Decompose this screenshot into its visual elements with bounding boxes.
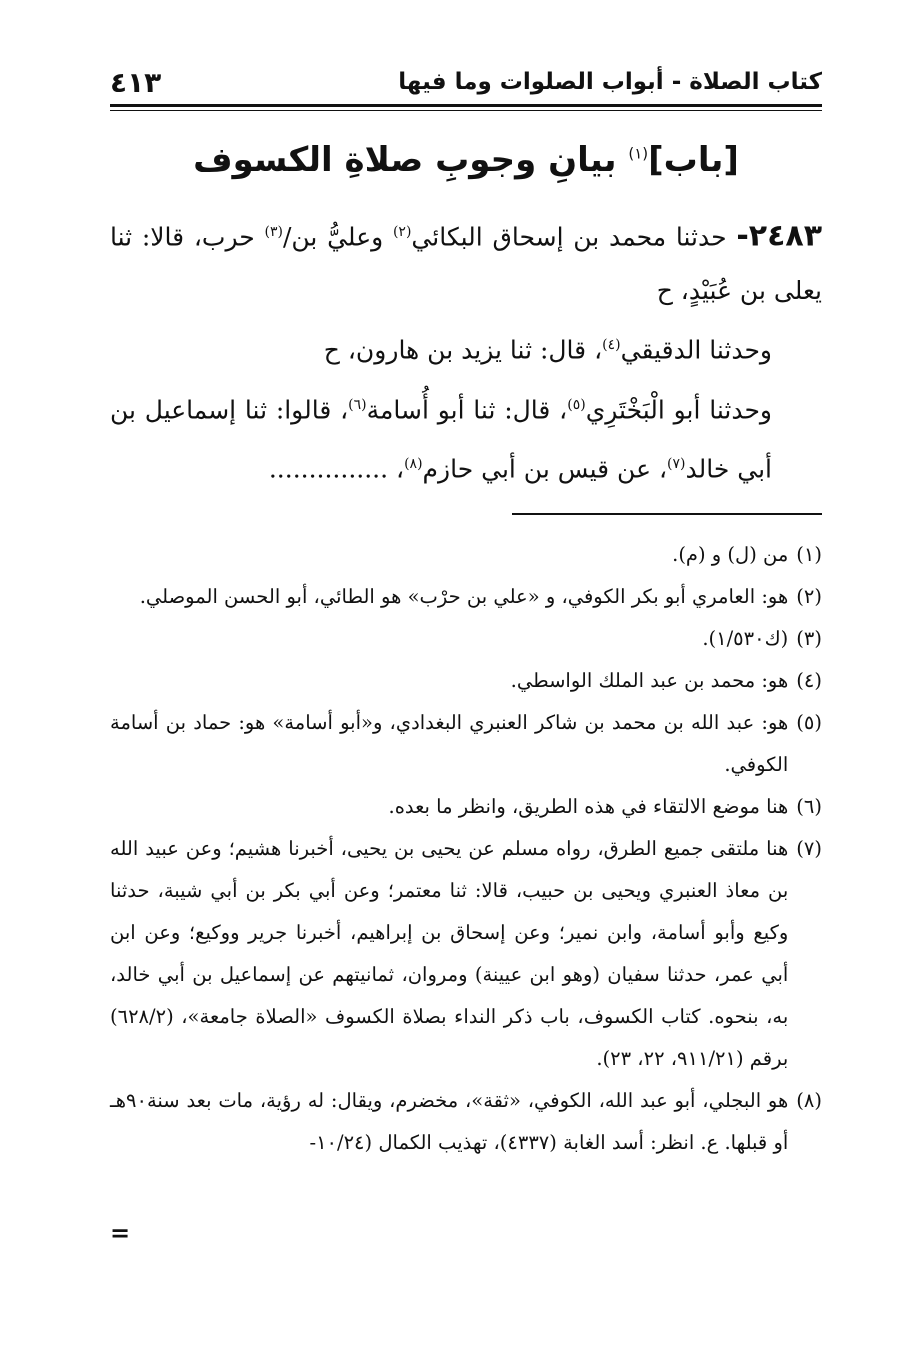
footnote-ref-5: (٥) xyxy=(567,396,586,413)
footnote-number: (٢) xyxy=(796,585,822,608)
footnote-text: هنا موضع الالتقاء في هذه الطريق، وانظر ما بعده. xyxy=(388,795,789,818)
chapter-footnote-ref: (١) xyxy=(628,144,649,163)
footnote xyxy=(110,618,822,660)
footnote-text: هو: محمد بن عبد الملك الواسطي. xyxy=(510,669,789,692)
footnote-ref-7: (٧) xyxy=(667,455,686,472)
footnote xyxy=(110,660,822,702)
hadith-text xyxy=(110,205,822,496)
footnote-number: (٣) xyxy=(796,627,822,650)
footnote-separator xyxy=(512,513,822,515)
footnote-text: هو: العامري أبو بكر الكوفي، و «علي بن حرْب» هو الطائي، أبو الحسن الموصلي. xyxy=(139,585,789,608)
footnote-number: (٤) xyxy=(796,669,822,692)
footnote-number: (٥) xyxy=(796,711,822,734)
hadith-paragraph-1 xyxy=(110,205,822,318)
hadith-number: ٢٤٨٣- xyxy=(736,218,823,254)
footnote-text: من (ل) و (م). xyxy=(672,543,789,566)
continuation-mark: = xyxy=(110,1218,131,1247)
footnote-ref-2: (٢) xyxy=(392,224,412,240)
footnote-ref-4: (٤) xyxy=(602,337,621,354)
chapter-subtitle: بيانِ وجوبِ صلاةِ الكسوف xyxy=(193,140,617,180)
page-number: ٤١٣ xyxy=(110,65,162,99)
text-segment: حدثنا محمد بن إسحاق البكائي xyxy=(411,222,727,252)
chapter-heading xyxy=(110,140,822,180)
footnote xyxy=(110,702,822,786)
header-rule-thick xyxy=(110,104,822,107)
footnote-text: هو البجلي، أبو عبد الله، الكوفي، «ثقة»، مخضرم، ويقال: له رؤية، مات بعد سنة٩٠هـ أو قبلها. ع. انظر: أسد الغابة (٤٣٣٧)، تهذيب الكمال (١٠/٢٤- xyxy=(110,1089,789,1154)
text-segment: ، عن قيس بن أبي حازم xyxy=(422,454,668,484)
header-rule-thin xyxy=(110,110,822,111)
footnote-ref-3: (٣) xyxy=(264,224,283,240)
footnote-ref-8: (٨) xyxy=(404,455,423,472)
footnote xyxy=(110,828,822,1080)
text-segment: ، ............... xyxy=(268,454,405,484)
footnote-number: (٨) xyxy=(796,1089,822,1112)
footnote-number: (٦) xyxy=(796,795,822,818)
running-title: كتاب الصلاة - أبواب الصلوات وما فيها xyxy=(398,69,822,95)
footnote-text: هنا ملتقى جميع الطرق، رواه مسلم عن يحيى بن يحيى، أخبرنا هشيم؛ وعن عبيد الله بن معاذ العنبري ويحيى بن حبيب، قالا: ثنا معتمر؛ وعن أبي بكر بن أبي شيبة، حدثنا وكيع وأبو أسامة، وابن نمير؛ وعن إسحاق بن إبراهيم، أخبرنا جرير ووكيع؛ وعن ابن أبي عمر، حدثنا سفيان (وهو ابن عيينة) ومروان، ثمانيتهم عن إسماعيل بن أبي خالد، به، بنحوه. كتاب الكسوف، باب ذكر النداء بصلاة الكسوف «الصلاة جامعة»، (٦٢٨/٢) برقم (٩١١/٢١، ٢٢، ٢٣). xyxy=(110,837,789,1070)
footnote xyxy=(110,576,822,618)
text-segment: حرب، قالا: ثنا يعلى بن عُبَيْدٍ، ح xyxy=(110,222,822,306)
footnote-ref-6: (٦) xyxy=(348,396,367,413)
chapter-label: [باب] xyxy=(648,140,739,180)
text-segment: ، قالوا: ثنا إسماعيل بن أبي خالد xyxy=(110,394,772,484)
footnote xyxy=(110,1080,822,1164)
running-header xyxy=(110,62,822,102)
footnote-number: (١) xyxy=(796,543,822,566)
text-segment: وحدثنا الدقيقي xyxy=(620,335,772,365)
text-segment: ، قال: ثنا يزيد بن هارون، ح xyxy=(323,335,603,365)
hadith-paragraph-2 xyxy=(110,318,822,377)
text-segment: ، قال: ثنا أبو أُسامة xyxy=(366,394,568,424)
footnote-text: (ك١/٥٣٠). xyxy=(702,627,789,650)
footnotes xyxy=(110,534,822,1164)
hadith-paragraph-3 xyxy=(110,378,822,497)
text-segment: وحدثنا أبو الْبَخْتَرِي xyxy=(585,394,772,424)
text-segment: وعليُّ بن/ xyxy=(282,222,384,252)
footnote-number: (٧) xyxy=(796,837,822,860)
footnote xyxy=(110,786,822,828)
footnote-text: هو: عبد الله بن محمد بن شاكر العنبري البغدادي، و«أبو أسامة» هو: حماد بن أسامة الكوفي. xyxy=(110,711,789,776)
footnote xyxy=(110,534,822,576)
